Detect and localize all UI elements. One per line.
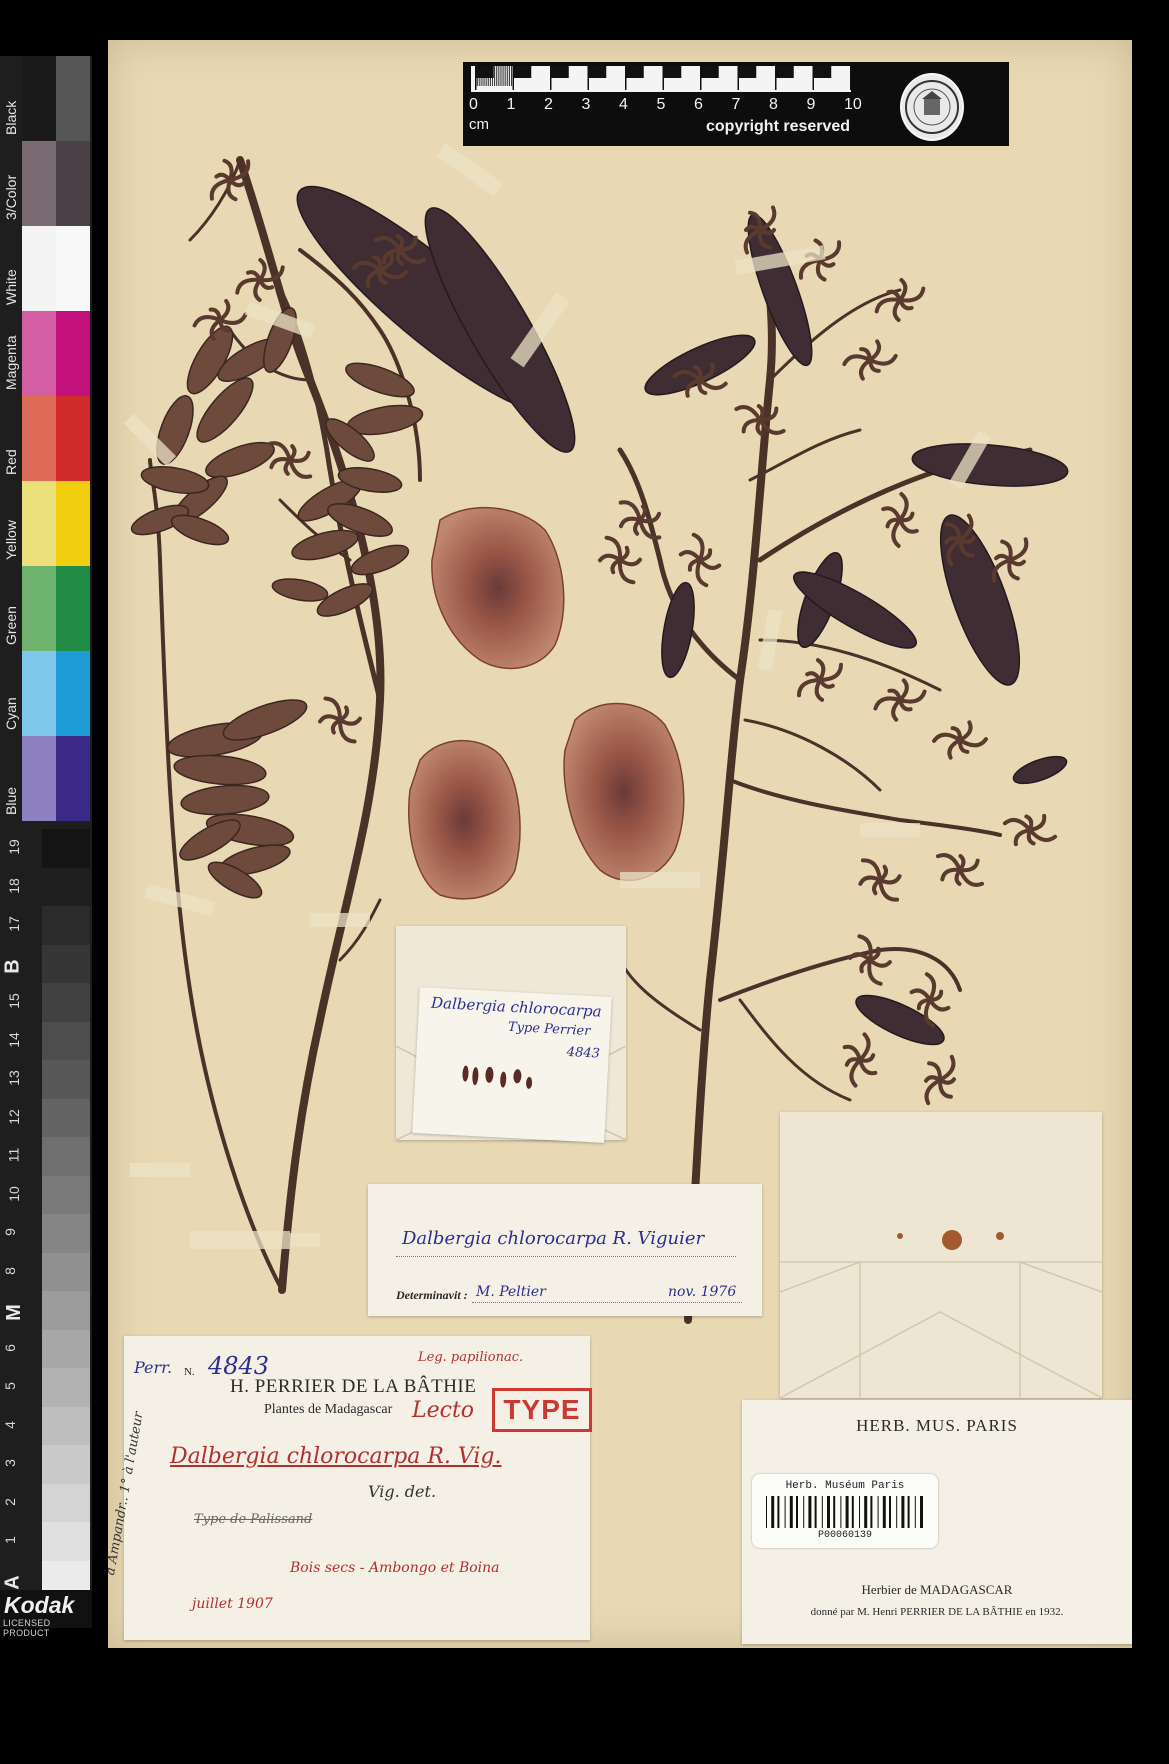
flower-stalk — [957, 870, 960, 884]
color-patch-label: Red — [3, 449, 19, 475]
gray-step-label: A — [1, 1574, 24, 1590]
ruler-tick — [850, 66, 852, 90]
barcode-bar — [771, 1496, 774, 1528]
gray-step-label: 15 — [5, 993, 22, 1009]
flower-stalk — [870, 341, 879, 360]
gray-step-label: 12 — [5, 1108, 22, 1125]
barcode-bar — [785, 1496, 786, 1528]
kodak-name: Kodak — [4, 1592, 75, 1618]
seed-envelope — [780, 1112, 1102, 1398]
flower-stalk — [912, 991, 930, 1000]
ruler-mm-tick — [483, 66, 484, 86]
type-stamp: TYPE — [492, 1388, 592, 1432]
barcode-bar — [920, 1496, 923, 1528]
ruler-mm-tick — [502, 66, 503, 86]
ruler-mm-tick — [488, 66, 489, 86]
flower-stalk — [260, 260, 265, 280]
ruler-tick — [625, 66, 627, 90]
gray-step-label: 1 — [1, 1536, 18, 1544]
ruler-tick-label: 10 — [844, 96, 862, 113]
flower-stalk — [860, 1034, 869, 1060]
label-subtitle: Plantes de Madagascar — [264, 1402, 393, 1417]
packet-note-taxon: Dalbergia chlorocarpa — [430, 993, 603, 1021]
ruler-tick-label: 3 — [581, 96, 591, 113]
ruler-block — [663, 66, 682, 78]
leaflet — [271, 575, 330, 604]
barcode-bar — [908, 1496, 910, 1528]
gray-step-label: 11 — [5, 1147, 22, 1163]
herbier-title: Herbier de MADAGASCAR — [861, 1582, 1013, 1597]
barcode-bar — [827, 1496, 830, 1528]
collector-name: H. PERRIER DE LA BÂTHIE — [230, 1376, 477, 1397]
flower-stalk — [934, 735, 960, 741]
flower-stalk — [1010, 560, 1024, 564]
ruler-ticks — [471, 64, 871, 92]
determination-annotation: Vig. det. — [368, 1482, 437, 1501]
tape-strip — [280, 1233, 320, 1247]
gray-step-label: 2 — [1, 1497, 18, 1506]
ruler-mm-tick — [500, 66, 501, 86]
leaflet — [342, 356, 418, 403]
barcode-bar — [808, 1496, 811, 1528]
herbarium-title: HERB. MUS. PARIS — [856, 1416, 1018, 1435]
tape-strip — [860, 823, 920, 837]
ruler-tick — [738, 66, 740, 90]
flower-stalk — [927, 1080, 940, 1103]
barcode-bar — [864, 1496, 867, 1528]
ruler-mm-tick — [479, 66, 480, 86]
color-patch-label: 3/Color — [3, 174, 19, 220]
ruler-mm-tick — [485, 66, 486, 86]
leaf — [656, 580, 700, 679]
color-patch-label: White — [3, 269, 19, 305]
barcode-icon — [766, 1496, 924, 1528]
ruler-block — [625, 66, 644, 78]
ruler-unit: cm — [469, 116, 489, 133]
kodak-subtitle: LICENSED PRODUCT — [3, 1618, 51, 1638]
flower-stalk — [895, 300, 900, 320]
ruler-tick-label: 7 — [731, 96, 741, 113]
ruler-mm-tick — [475, 66, 476, 86]
flower-stalk — [883, 508, 900, 520]
ruler-mm-tick — [492, 66, 493, 86]
tape-strip — [190, 1231, 290, 1249]
ruler-tick — [813, 66, 815, 90]
flower-stalk — [320, 716, 340, 721]
determination-date: nov. 1976 — [668, 1284, 737, 1300]
color-patch-label: Blue — [3, 786, 19, 815]
habitat-note: Bois secs - Ambongo et Boina — [290, 1560, 500, 1576]
flower-stalk — [700, 560, 719, 568]
tape-strip — [130, 1163, 190, 1177]
determiner-name: M. Peltier — [476, 1284, 546, 1300]
leaf — [638, 324, 761, 406]
struck-annotation: Type de Palissand — [194, 1512, 313, 1527]
ruler-mm-tick — [496, 66, 497, 86]
ruler-mm-tick — [486, 66, 487, 86]
packet-note — [412, 987, 611, 1143]
ruler-tick-label: 8 — [769, 96, 778, 113]
flower-stalk — [930, 1000, 948, 1009]
barcode-bar — [822, 1496, 823, 1528]
barcode-bar — [815, 1496, 817, 1528]
barcode-bar — [840, 1496, 841, 1528]
determination-label — [368, 1184, 762, 1316]
leaf — [1010, 751, 1069, 789]
gray-step-label: 18 — [5, 877, 22, 894]
barcode-bar — [901, 1496, 904, 1528]
gray-step-label: 3 — [1, 1459, 18, 1467]
ruler-tick — [513, 66, 515, 90]
ruler-tick-label: 0 — [469, 96, 478, 113]
barcode-bar — [878, 1496, 879, 1528]
flower-stalk — [900, 520, 917, 532]
ruler-tick-label: 5 — [656, 96, 666, 113]
ruler-mm-tick — [507, 66, 508, 86]
ruler-tick-label: 6 — [694, 96, 703, 113]
barcode-bar — [796, 1496, 798, 1528]
flower-stalk — [759, 406, 763, 420]
barcode-bar — [790, 1496, 793, 1528]
gray-step-label: 4 — [1, 1420, 18, 1429]
flower-stalk — [736, 407, 760, 420]
flower-stalk — [861, 360, 870, 379]
barcode-bar — [896, 1496, 897, 1528]
ruler-tick-label: 2 — [544, 96, 553, 113]
flower-stalk — [960, 739, 986, 745]
leaf — [911, 438, 1070, 491]
ruler-tick-label: 1 — [506, 96, 516, 113]
flower-stalk — [216, 175, 230, 180]
packet-note-number: 4843 — [566, 1044, 601, 1062]
barcode-card — [752, 1474, 938, 1548]
ruler-block — [550, 66, 569, 78]
label-taxon: Dalbergia chlorocarpa R. Vig. — [170, 1444, 502, 1469]
barcode-organization: Herb. Muséum Paris — [785, 1480, 905, 1492]
leaflet — [180, 782, 270, 818]
ruler-block — [813, 66, 832, 78]
packet-note-type: Type Perrier — [507, 1019, 591, 1040]
leaflet — [348, 539, 412, 580]
ruler-tick — [775, 66, 777, 90]
leaflet — [139, 462, 210, 497]
gray-step-label: 6 — [1, 1343, 18, 1352]
tape-strip — [437, 143, 504, 196]
tape-strip — [620, 872, 700, 888]
fruit — [409, 741, 520, 899]
flower-stalk — [851, 1060, 860, 1086]
collector-label — [103, 1336, 590, 1640]
herbarium-label — [742, 1400, 1132, 1644]
donor-note: donné par M. Henri PERRIER DE LA BÂTHIE en 1932. — [810, 1606, 1064, 1618]
gray-step-label: B — [1, 958, 24, 974]
flower-stalk — [640, 506, 645, 520]
seed-fragments — [458, 1059, 540, 1097]
flower-stalk — [700, 380, 726, 388]
determination-rule — [396, 1256, 736, 1257]
dark-leaves — [274, 160, 1070, 1054]
flower-stalk — [255, 280, 260, 300]
fruit — [432, 508, 564, 669]
barcode-bar — [846, 1496, 849, 1528]
ruler-mm-tick — [477, 66, 478, 86]
ruler-tick-label: 4 — [619, 96, 628, 113]
leaflet — [173, 752, 267, 788]
leaflet — [219, 692, 311, 748]
determination-taxon: Dalbergia chlorocarpa R. Viguier — [402, 1228, 705, 1249]
flower-stalk — [870, 960, 890, 966]
barcode-bar — [803, 1496, 804, 1528]
flower-stalk — [940, 1057, 953, 1080]
side-annotation: à Ampandr.. 1° à l'auteur — [103, 1410, 147, 1577]
flower-stalk — [681, 552, 700, 560]
fruits — [409, 508, 684, 899]
fruit — [564, 704, 684, 881]
flower-stalk — [874, 880, 880, 893]
flower-stalk — [850, 954, 870, 960]
gray-step-label: M — [2, 1304, 25, 1321]
ruler-tick — [700, 66, 702, 90]
copyright-text: copyright reserved — [706, 118, 851, 135]
barcode-bar — [766, 1496, 767, 1528]
ruler-block — [775, 66, 794, 78]
ruler-mm-tick — [504, 66, 505, 86]
gray-step-label: 17 — [5, 916, 22, 932]
collection-number: 4843 — [208, 1352, 270, 1380]
flower-stalk — [600, 556, 620, 561]
flower-stalk — [340, 719, 360, 724]
leaf — [850, 986, 950, 1054]
leaf — [925, 507, 1035, 694]
family-note: Leg. papilionac. — [418, 1350, 524, 1365]
ruler-mm-tick — [481, 66, 482, 86]
ruler-block — [513, 66, 532, 78]
barcode-id: P00060139 — [817, 1530, 872, 1541]
ruler-block — [700, 66, 719, 78]
lecto-annotation: Lecto — [412, 1398, 475, 1423]
barcode-bar — [859, 1496, 860, 1528]
flower-stalk — [900, 494, 907, 520]
gray-step-label: 9 — [1, 1228, 18, 1236]
ruler-labels — [463, 96, 863, 118]
flower-stalk — [1030, 830, 1055, 840]
ruler-mm-tick — [509, 66, 510, 86]
flower-stalk — [220, 301, 228, 320]
flower-stalk — [893, 520, 900, 546]
color-patch-label: Green — [3, 606, 19, 645]
color-patch-label: Black — [3, 100, 19, 135]
gray-step-label: 13 — [5, 1070, 22, 1086]
ruler-mm-tick — [490, 66, 491, 86]
gray-step-label: 10 — [5, 1185, 22, 1202]
ruler-tick-label: 9 — [806, 96, 816, 113]
ruler-block — [588, 66, 607, 78]
barcode-bar — [889, 1496, 891, 1528]
flower-stalk — [949, 740, 960, 758]
number-prefix: N. — [184, 1366, 195, 1378]
ruler-mm-tick — [505, 66, 506, 86]
gray-step-label: 19 — [5, 839, 22, 855]
barcode-bar — [915, 1496, 916, 1528]
color-patch-label: Yellow — [3, 520, 19, 560]
collection-date: juillet 1907 — [192, 1596, 273, 1612]
flower-stalk — [900, 680, 907, 700]
ruler-block — [738, 66, 757, 78]
museum-seal-icon — [900, 73, 964, 141]
gray-step-label: 8 — [1, 1266, 18, 1275]
ruler-tick — [663, 66, 665, 90]
collector-prefix: Perr. — [134, 1358, 173, 1377]
color-patch-label: Magenta — [3, 335, 19, 390]
determinavit-label: Determinavit : — [396, 1288, 468, 1302]
tape-strip — [310, 913, 370, 927]
barcode-bar — [852, 1496, 854, 1528]
flower-stalk — [620, 560, 640, 565]
barcode-bar — [870, 1496, 872, 1528]
ruler-mm-tick — [498, 66, 499, 86]
flower-stalk — [1005, 820, 1030, 830]
barcode-bar — [883, 1496, 886, 1528]
barcode-bar — [833, 1496, 835, 1528]
flower-stalk — [926, 1077, 940, 1080]
ruler-mm-tick — [511, 66, 512, 86]
barcode-bar — [777, 1496, 779, 1528]
color-patch-label: Cyan — [3, 697, 19, 730]
determiner-rule — [472, 1302, 742, 1303]
flower-stalk — [290, 446, 294, 460]
ruler-tick — [550, 66, 552, 90]
ruler-mm-tick — [494, 66, 495, 86]
envelope-folds — [780, 1112, 1102, 1398]
flower-stalk — [960, 722, 971, 740]
gray-step-label: 14 — [5, 1031, 22, 1048]
gray-step-label: 5 — [1, 1382, 18, 1390]
ruler-tick — [588, 66, 590, 90]
flower-stalk — [893, 700, 900, 720]
